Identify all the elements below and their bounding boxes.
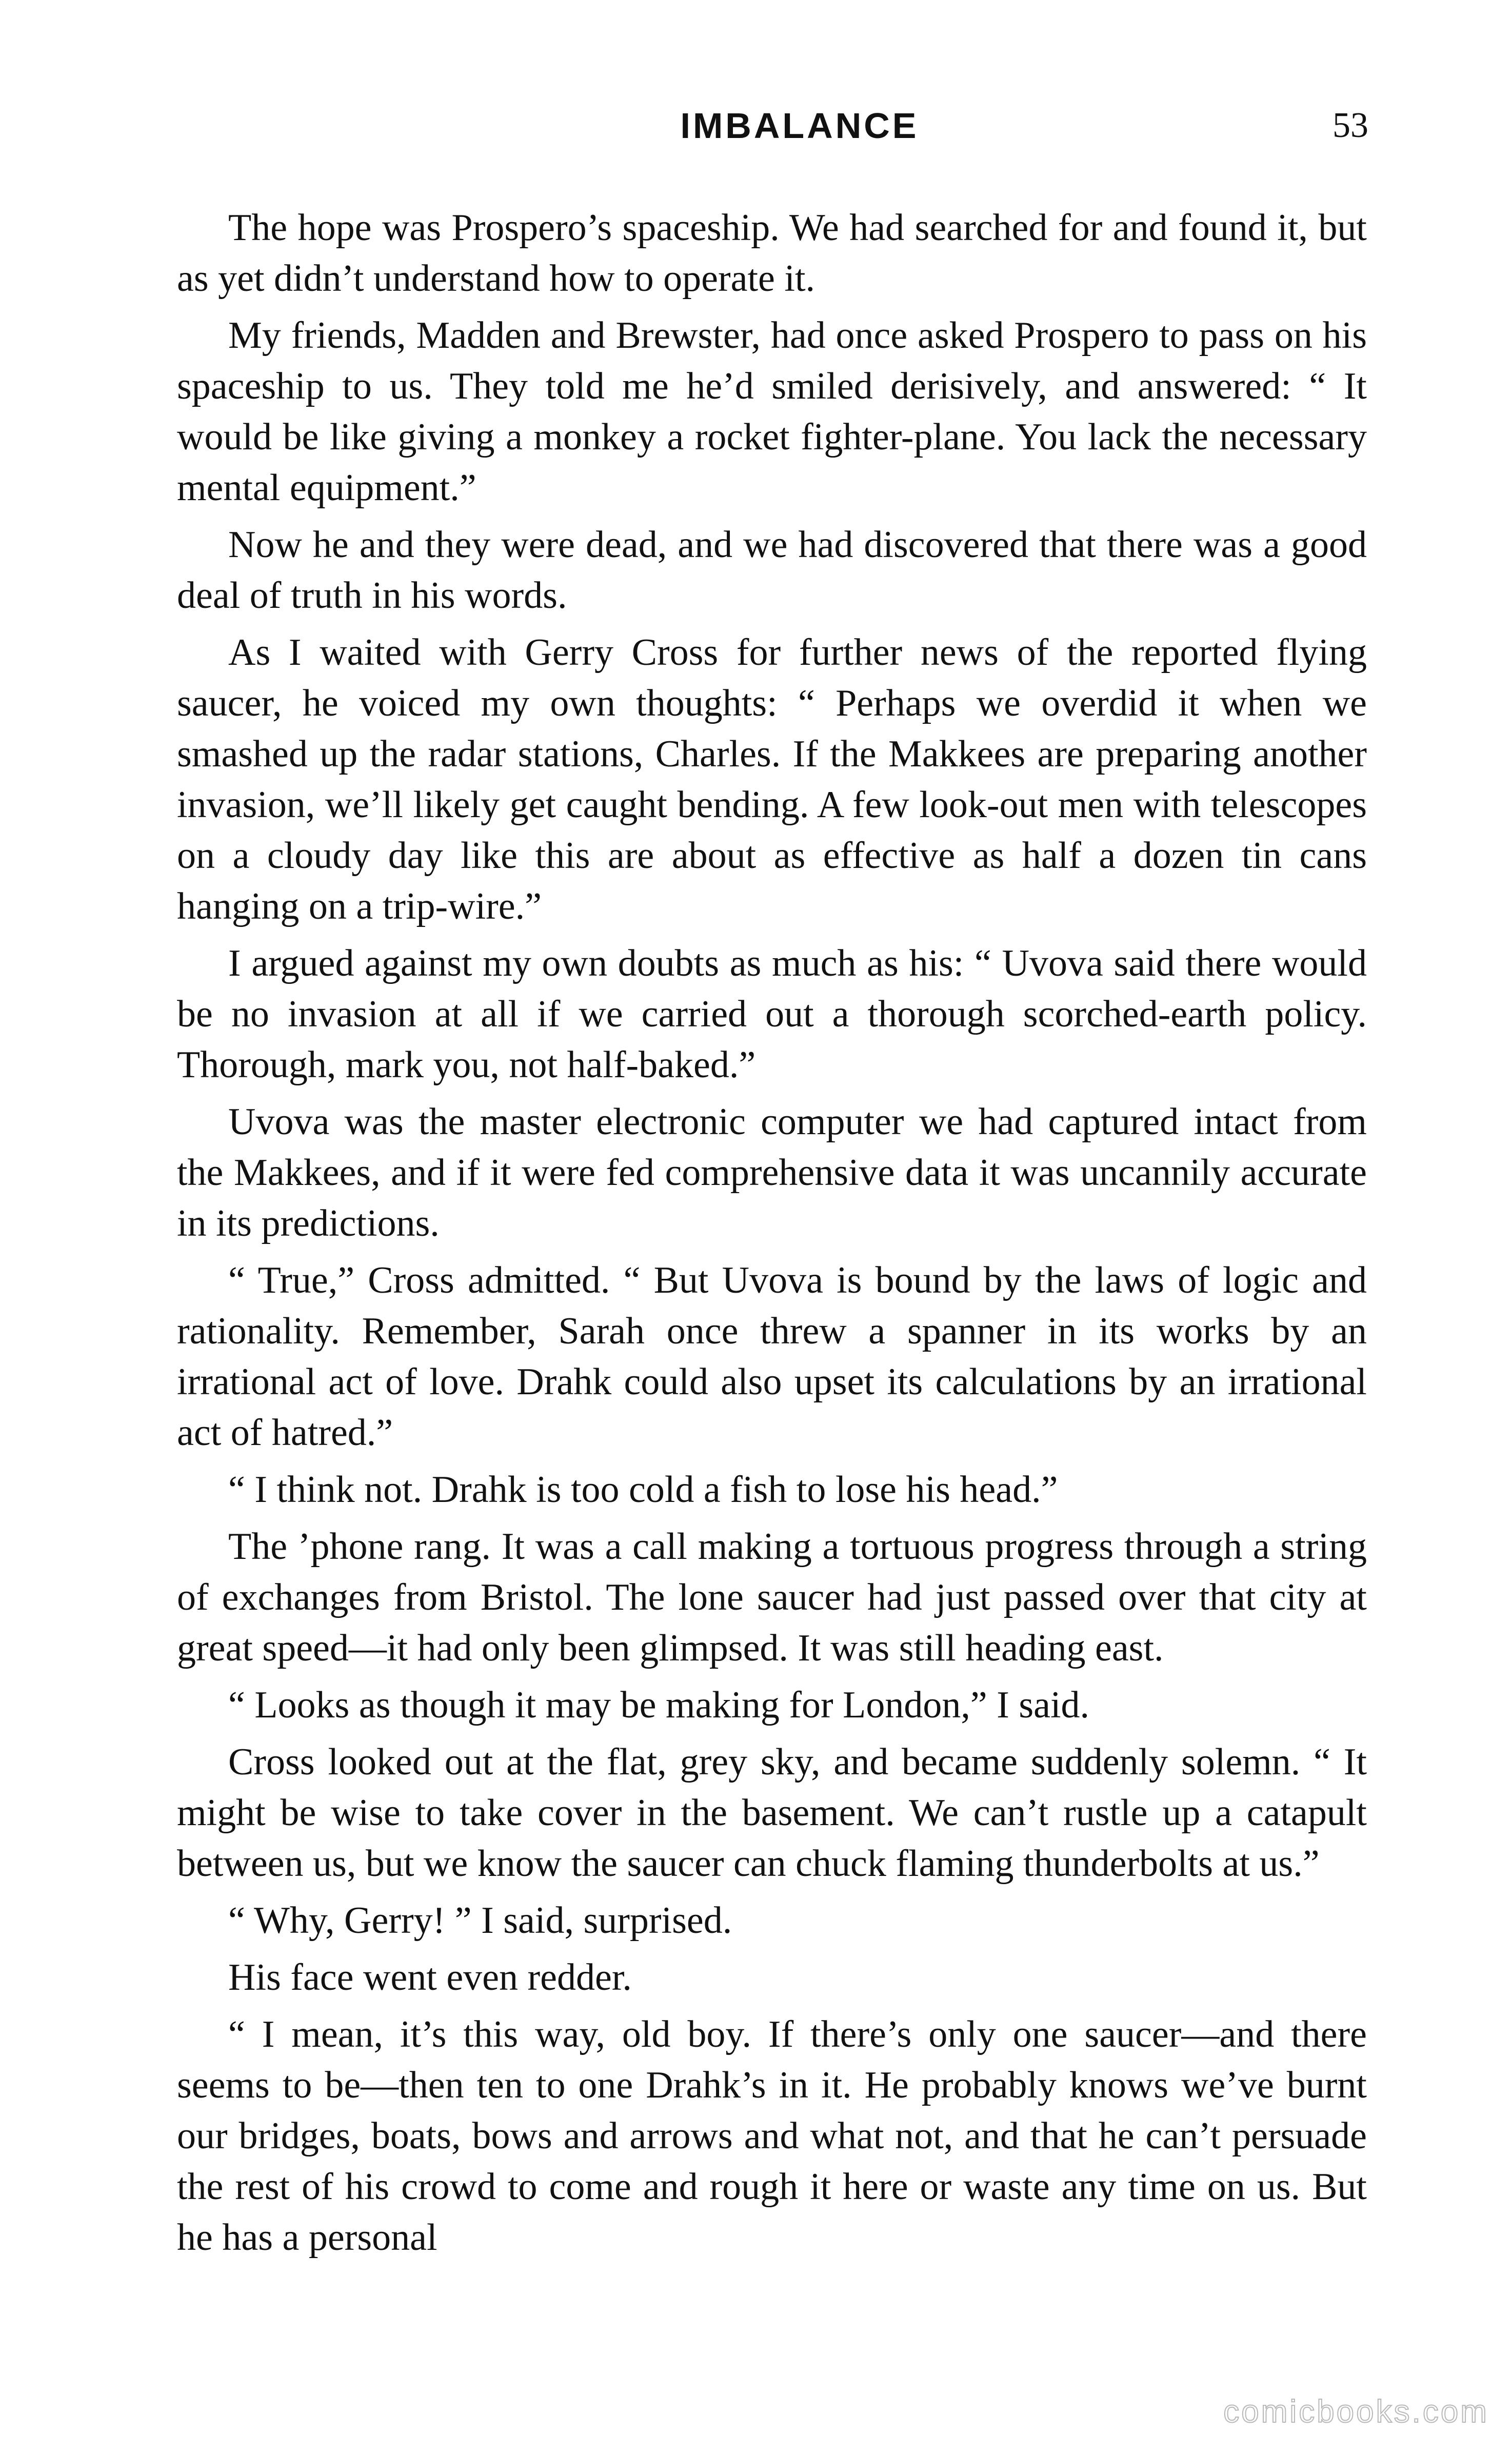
body-text: [177, 203, 1367, 2269]
paragraph: Cross looked out at the flat, grey sky, and became suddenly solemn. “ It might be wise to take cover in the basement. We can’t rustle up a catapult between us, but we know the saucer can chuck flaming thunderbolts at us.”: [177, 1741, 1367, 1885]
paragraph: “ I think not. Drahk is too cold a fish to lose his head.”: [228, 1469, 1058, 1511]
page-number: 53: [1332, 106, 1368, 145]
paragraph: I argued against my own doubts as much as his: “ Uvova said there would be no invasion at all if we carried out a thorough scorched-earth policy. Thorough, mark you, not half-baked.”: [177, 942, 1367, 1086]
paragraph: “ Looks as though it may be making for London,” I said.: [228, 1684, 1090, 1726]
paragraph: My friends, Madden and Brewster, had once asked Prospero to pass on his spaceship to us. They told me he’d smiled derisively, and answered: “ It would be like giving a monkey a rocket fighter-plane. You lack the necessary mental equipment.”: [177, 314, 1367, 509]
watermark: comicbooks.com: [1223, 2394, 1489, 2429]
paragraph: “ Why, Gerry! ” I said, surprised.: [228, 1900, 732, 1942]
paragraph: The ’phone rang. It was a call making a tortuous progress through a string of exchanges from Bristol. The lone saucer had just passed over that city at great speed—it had only been glimpsed. It was still heading east.: [177, 1526, 1367, 1669]
paragraph: As I waited with Gerry Cross for further news of the reported flying saucer, he voiced my own thoughts: “ Perhaps we overdid it when we smashed up the radar stations, Charles. If the Makkees are preparing another invasion, we’ll likely get caught bending. A few look-out men with telescopes on a cloudy day like this are about as effective as half a dozen tin cans hanging on a trip-wire.”: [177, 631, 1367, 927]
paragraph: “ True,” Cross admitted. “ But Uvova is bound by the laws of logic and rationality. Remember, Sarah once threw a spanner in its works by an irrational act of love. Drahk could also upset its calculations by an irrational act of hatred.”: [177, 1259, 1367, 1454]
paragraph: The hope was Prospero’s spaceship. We had searched for and found it, but as yet didn’t understand how to operate it.: [177, 207, 1367, 300]
paragraph: Now he and they were dead, and we had discovered that there was a good deal of truth in his words.: [177, 524, 1367, 617]
paragraph: Uvova was the master electronic computer we had captured intact from the Makkees, and if it were fed comprehensive data it was uncannily accurate in its predictions.: [177, 1101, 1367, 1244]
page-header: [231, 105, 1368, 172]
paragraph: “ I mean, it’s this way, old boy. If there’s only one saucer—and there seems to be—then ten to one Drahk’s in it. He probably knows we’ve burnt our bridges, boats, bows and arrows and what not, and that he can’t persuade the rest of his crowd to come and rough it here or waste any time on us. But he has a personal: [177, 2013, 1367, 2259]
running-head: IMBALANCE: [680, 106, 919, 146]
paragraph: His face went even redder.: [228, 1956, 632, 1999]
